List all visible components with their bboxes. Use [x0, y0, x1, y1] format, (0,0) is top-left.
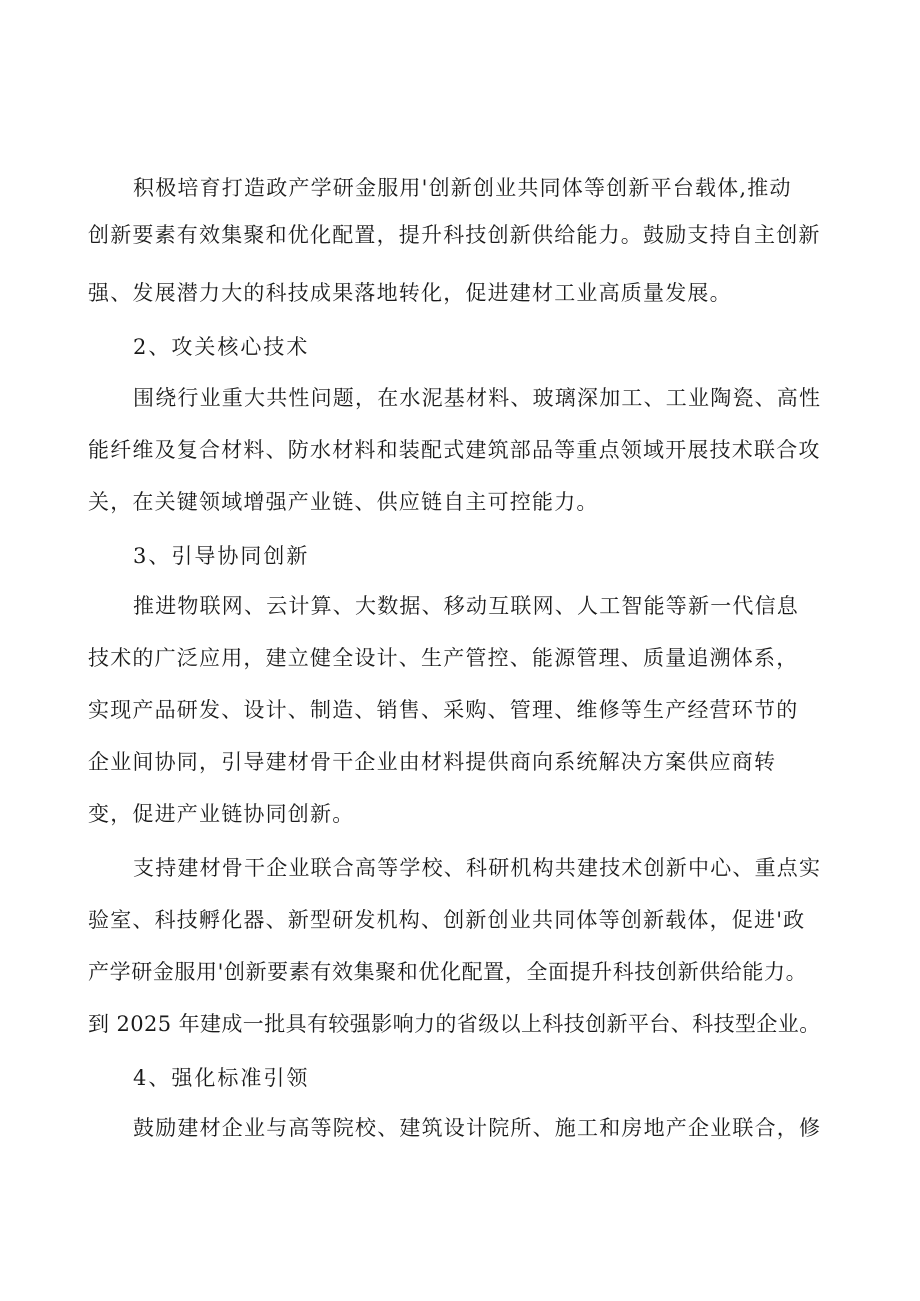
paragraph-2-line-2: 能纤维及复合材料、防水材料和装配式建筑部品等重点领域开展技术联合攻: [88, 438, 821, 462]
paragraph-2-line-1: 围绕行业重大共性问题，在水泥基材料、玻璃深加工、工业陶瓷、高性: [133, 386, 822, 410]
paragraph-3-line-3: 实现产品研发、设计、制造、销售、采购、管理、维修等生产经营环节的: [88, 698, 799, 722]
paragraph-3-line-4: 企业间协同，引导建材骨干企业由材料提供商向系统解决方案供应商转: [88, 750, 777, 774]
section-heading-4: 4、强化标准引领: [133, 1066, 310, 1090]
paragraph-3-line-1: 推进物联网、云计算、大数据、移动互联网、人工智能等新一代信息: [133, 594, 799, 618]
paragraph-1-line-1: 积极培育打造政产学研金服用'创新创业共同体等创新平台载体,推动: [133, 176, 792, 200]
section-heading-3: 3、引导协同创新: [133, 544, 310, 568]
paragraph-4-line-4: 到 2025 年建成一批具有较强影响力的省级以上科技创新平台、科技型企业。: [88, 1012, 821, 1036]
paragraph-4-line-2: 验室、科技孵化器、新型研发机构、创新创业共同体等创新载体，促进'政: [88, 908, 806, 932]
paragraph-2-line-3: 关，在关键领域增强产业链、供应链自主可控能力。: [88, 490, 599, 514]
paragraph-3-line-2: 技术的广泛应用，建立健全设计、生产管控、能源管理、质量追溯体系，: [88, 646, 799, 670]
paragraph-1-line-3: 强、发展潜力大的科技成果落地转化，促进建材工业高质量发展。: [88, 281, 732, 305]
section-heading-2: 2、攻关核心技术: [133, 335, 310, 359]
paragraph-3-line-5: 变，促进产业链协同创新。: [88, 802, 355, 826]
paragraph-5-line-1: 鼓励建材企业与高等院校、建筑设计院所、施工和房地产企业联合，修: [133, 1116, 822, 1140]
paragraph-4-line-3: 产学研金服用'创新要素有效集聚和优化配置，全面提升科技创新供给能力。: [88, 960, 808, 984]
paragraph-4-line-1: 支持建材骨干企业联合高等学校、科研机构共建技术创新中心、重点实: [133, 856, 822, 880]
paragraph-1-line-2: 创新要素有效集聚和优化配置，提升科技创新供给能力。鼓励支持自主创新: [88, 223, 821, 247]
